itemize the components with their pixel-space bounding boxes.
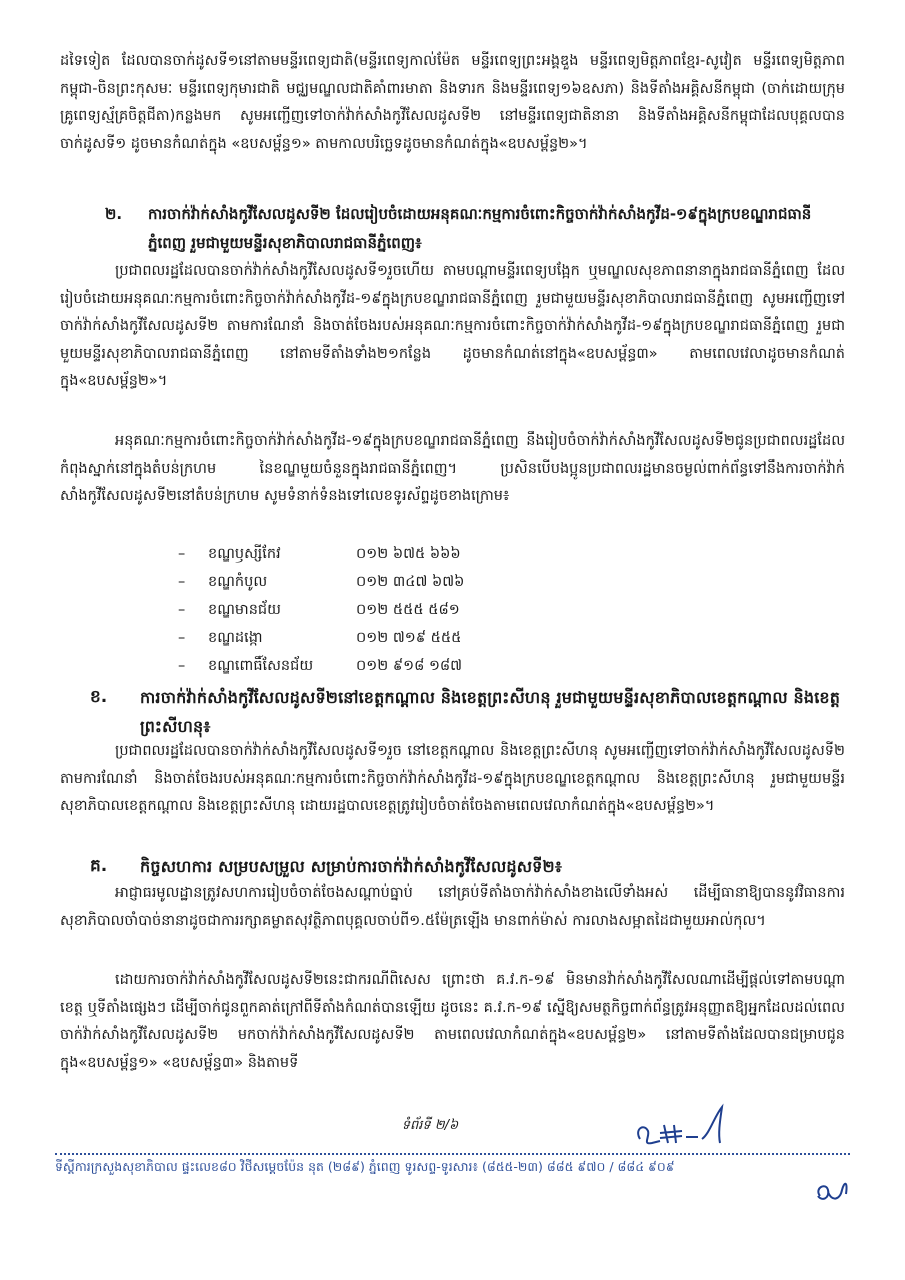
contact-list [178, 540, 598, 680]
list-dash: – [178, 546, 186, 562]
phone-number: ០១២ ៩១៨ ១៨៧ [356, 658, 463, 674]
signature-mark [630, 1103, 740, 1153]
section-c-paragraph-1: អាជ្ញាធរមូលដ្ឋានត្រូវសហការរៀបចំចាត់ចែងសណ្តាប់ធ្នាប់ នៅគ្រប់ទីតាំងចាក់វ៉ាក់សាំងខាងលើទាំងអស់ ដើម្បីធានាឱ្យបាននូវវិធានការសុខាភិបាលចាំបាច់នានាដូចជាការរក្សាគម្លាតសុវត្ថិភាពបុគ្គលចាប់ពី១.៥ម៉ែត្រឡើង មានពាក់ម៉ាស់ ការលាងសម្អាតដៃជាមួយអាល់កុល។ [60, 885, 845, 929]
section-2-paragraph-1: ប្រជាពលរដ្ឋដែលបានចាក់វ៉ាក់សាំងកូវីសែលដូសទី១រួចហើយ តាមបណ្តាមន្ទីរពេទ្យបង្អែក ឬមណ្ឌលសុខភាពនានាក្នុងរាជធានីភ្នំពេញ ដែលរៀបចំដោយអនុគណៈកម្មការចំពោះកិច្ចចាក់វ៉ាក់សាំងកូវីដ-១៩ក្នុងក្របខណ្ឌរាជធានីភ្នំពេញ រួមជាមួយមន្ទីរសុខាភិបាលរាជធានីភ្នំពេញ សូមអញ្ជើញទៅចាក់វ៉ាក់សាំងកូវីសែលដូសទី២ តាមការណែនាំ និងចាត់ចែងរបស់អនុគណៈកម្មការចំពោះកិច្ចចាក់វ៉ាក់សាំងកូវីដ-១៩ក្នុងក្របខណ្ឌរាជធានីភ្នំពេញ រួមជាមួយមន្ទីរសុខាភិបាលរាជធានីភ្នំពេញ នៅតាមទីតាំងទាំង២១កន្លែង ដូចមានកំណត់នៅក្នុង«ឧបសម្ព័ន្ធ៣» តាមពេលវេលាដូចមានកំណត់ក្នុង«ឧបសម្ព័ន្ធ២»។ [60, 263, 845, 390]
list-dash: – [178, 658, 186, 674]
section-b-number: ខ. [90, 687, 108, 707]
contact-row [178, 540, 598, 568]
section-2-number: ២. [105, 205, 123, 223]
district-name: ខណ្ឌពោធិ៍សែនជ័យ [208, 658, 314, 674]
section-2-heading [60, 200, 845, 258]
district-name: ខណ្ឌដង្កោ [208, 630, 263, 646]
section-c-heading [60, 852, 845, 881]
section-2-paragraph-2: អនុគណៈកម្មការចំពោះកិច្ចចាក់វ៉ាក់សាំងកូវីដ-១៩ក្នុងក្របខណ្ឌរាជធានីភ្នំពេញ នឹងរៀបចំចាក់វ៉ាក់សាំងកូវីសែលដូសទី២ជូនប្រជាពលរដ្ឋដែលកំពុងស្នាក់នៅក្នុងតំបន់ក្រហម នៃខណ្ឌមួយចំនួនក្នុងរាជធានីភ្នំពេញ។ ប្រសិនបើបងប្អូនប្រជាពលរដ្ឋមានចម្ងល់ពាក់ព័ន្ធទៅនឹងការចាក់វ៉ាក់សាំងកូវីសែលដូសទី២នៅតំបន់ក្រហម សូមទំនាក់ទំនងទៅលេខទូរស័ព្ទដូចខាងក្រោម៖ [60, 433, 845, 505]
list-dash: – [178, 602, 186, 618]
phone-number: ០១២ ៧១៩ ៥៥៥ [356, 630, 462, 646]
contact-row [178, 568, 598, 596]
initials-mark [812, 1176, 852, 1206]
section-b-paragraph: ប្រជាពលរដ្ឋដែលបានចាក់វ៉ាក់សាំងកូវីសែលដូសទី១រួច នៅខេត្តកណ្តាល និងខេត្តព្រះសីហនុ សូមអញ្ជើញទៅចាក់វ៉ាក់សាំងកូវីសែលដូសទី២ តាមការណែនាំ និងចាត់ចែងរបស់អនុគណៈកម្មការចំពោះកិច្ចចាក់វ៉ាក់សាំងកូវីដ-១៩ក្នុងក្របខណ្ឌខេត្តកណ្តាល និងខេត្តព្រះសីហនុ រួមជាមួយមន្ទីរសុខាភិបាលខេត្តកណ្តាល និងខេត្តព្រះសីហនុ ដោយរដ្ឋបាលខេត្តត្រូវរៀបចំចាត់ចែងតាមពេលវេលាកំណត់ក្នុង«ឧបសម្ព័ន្ធ២»។ [60, 743, 845, 815]
list-dash: – [178, 574, 186, 590]
phone-number: ០១២ ៥៥៥ ៥៨១ [356, 602, 460, 618]
district-name: ខណ្ឌកំបូល [208, 574, 268, 590]
intro-paragraph: ដទៃទៀត ដែលបានចាក់ដូសទី១នៅតាមមន្ទីរពេទ្យជាតិ(មន្ទីរពេទ្យកាល់ម៉ែត មន្ទីរពេទ្យព្រះអង្គឌួង មន្ទីរពេទ្យមិត្តភាពខ្មែរ-សូវៀត មន្ទីរពេទ្យមិត្តភាពកម្ពុជា-ចិនព្រះកុសមៈ មន្ទីរពេទ្យកុមារជាតិ មជ្ឈមណ្ឌលជាតិគាំពារមាតា និងទារក និងមន្ទីរពេទ្យ១៦ឧសភា) និងទីតាំងអគ្គិសនីកម្ពុជា (ចាក់ដោយក្រុមគ្រូពេទ្យស្ម័គ្រចិត្តជីតា)កន្លងមក សូមអញ្ជើញទៅចាក់វ៉ាក់សាំងកូវីសែលដូសទី២ នៅមន្ទីរពេទ្យជាតិនានា និងទីតាំងអគ្គិសនីកម្ពុជាដែលបុគ្គលបានចាក់ដូសទី១ ដូចមានកំណត់ក្នុង «ឧបសម្ព័ន្ធ១» តាមកាលបរិច្ឆេទដូចមានកំណត់ក្នុង«ឧបសម្ព័ន្ធ២»។ [60, 53, 845, 152]
contact-row [178, 624, 598, 652]
list-dash: – [178, 630, 186, 646]
page-number: ទំព័រទី ២/៦ [401, 1118, 459, 1133]
section-c-title: កិច្ចសហការ សម្របសម្រួល សម្រាប់ការចាក់វ៉ាក់សាំងកូវីសែលដូសទី២៖ [140, 857, 563, 876]
district-name: ខណ្ឌឫស្សីកែវ [208, 546, 281, 562]
section-c-number: គ. [90, 856, 108, 876]
footer-divider [55, 1153, 850, 1155]
section-b-title: ការចាក់វ៉ាក់សាំងកូវីសែលដូសទី២នៅខេត្តកណ្តាល និងខេត្តព្រះសីហនុ រួមជាមួយមន្ទីរសុខាភិបាលខេត្តកណ្តាល និងខេត្តព្រះសីហនុ៖ [140, 688, 841, 736]
footer-address: ទីស្តីការក្រសួងសុខាភិបាល ផ្ទះលេខ៨០ វិថីសម្តេចប៉ែន នុត (២៨៩) ភ្នំពេញ ទូរសព្ទ-ទូរសារ៖ (៨៥៥-២៣) ៨៨៥ ៩៧០ / ៨៨៤ ៩០៩ [55, 1159, 675, 1174]
section-b-heading [60, 683, 845, 741]
phone-number: ០១២ ៦៧៥ ៦៦៦ [356, 546, 461, 562]
section-c-paragraph-2: ដោយការចាក់វ៉ាក់សាំងកូវីសែលដូសទី២នេះជាករណីពិសេស ព្រោះថា គ.វ.ក-១៩ មិនមានវ៉ាក់សាំងកូវីសែលណាដើម្បីផ្តល់ទៅតាមបណ្តាខេត្ត ឬទីតាំងផ្សេងៗ ដើម្បីចាក់ជូនពួកគាត់ក្រៅពីទីតាំងកំណត់បានឡើយ ដូចនេះ គ.វ.ក-១៩ ស្នើឱ្យសមត្ថកិច្ចពាក់ព័ន្ធត្រូវអនុញ្ញាតឱ្យអ្នកដែលដល់ពេលចាក់វ៉ាក់សាំងកូវីសែលដូសទី២ មកចាក់វ៉ាក់សាំងកូវីសែលដូសទី២ តាមពេលវេលាកំណត់ក្នុង«ឧបសម្ព័ន្ធ២» នៅតាមទីតាំងដែលបានជម្រាបជូនក្នុង«ឧបសម្ព័ន្ធ១» «ឧបសម្ព័ន្ធ៣» និងតាមទី [60, 972, 845, 1071]
contact-row [178, 652, 598, 680]
contact-row [178, 596, 598, 624]
district-name: ខណ្ឌមានជ័យ [208, 602, 281, 618]
phone-number: ០១២ ៣៤៧ ៦៧៦ [356, 574, 465, 590]
section-2-title: ការចាក់វ៉ាក់សាំងកូវីសែលដូសទី២ ដែលរៀបចំដោយអនុគណៈកម្មការចំពោះកិច្ចចាក់វ៉ាក់សាំងកូវីដ-១៩ក្នុងក្របខណ្ឌរាជធានីភ្នំពេញ រួមជាមួយមន្ទីរសុខាភិបាលរាជធានីភ្នំពេញ៖ [148, 205, 812, 252]
